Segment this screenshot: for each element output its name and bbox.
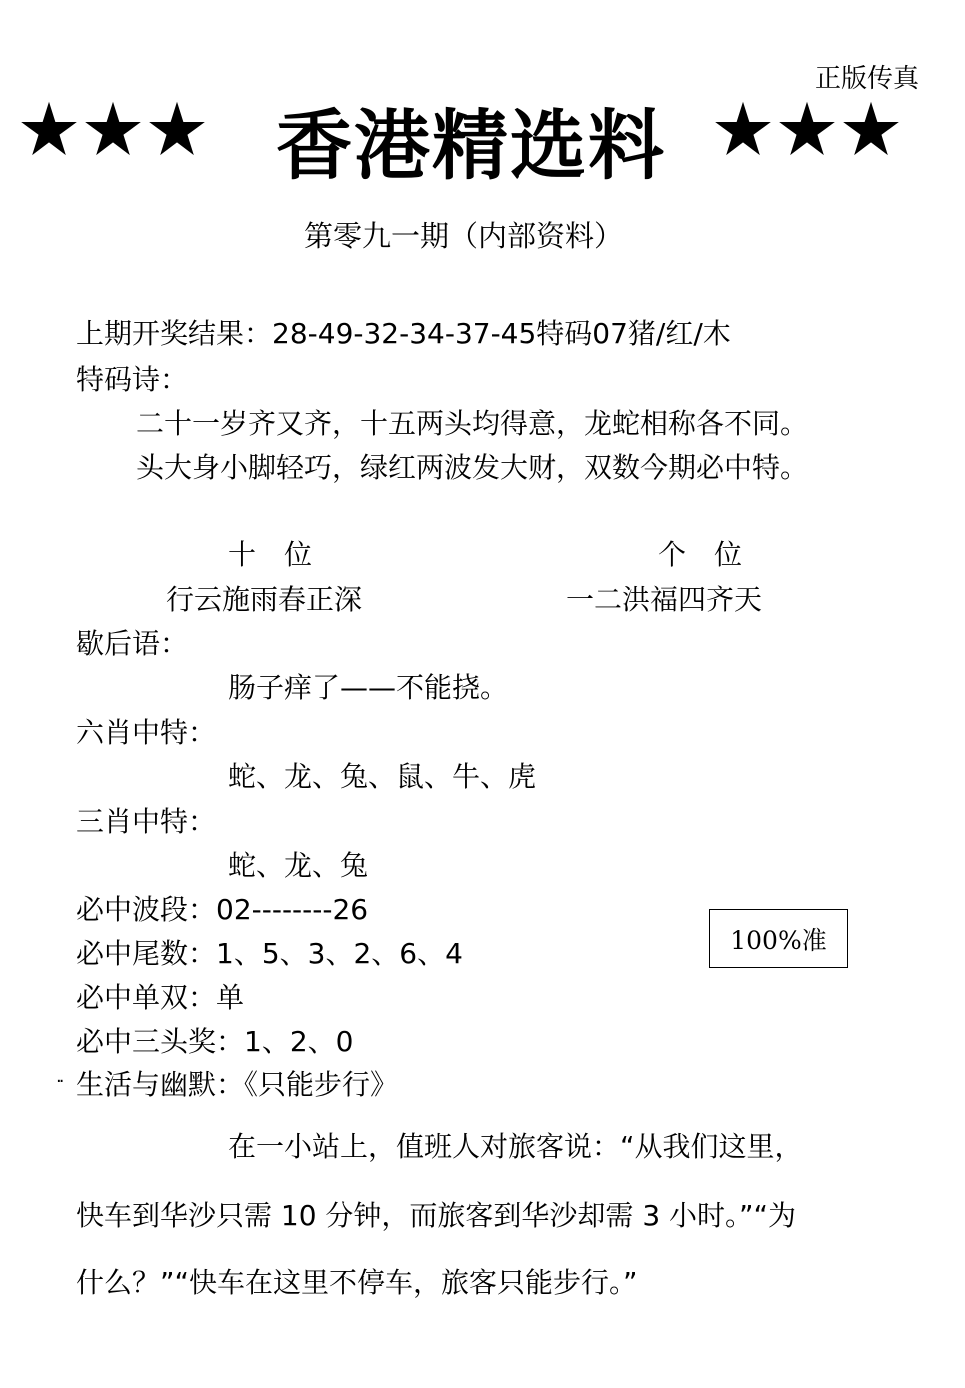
humor-line-2: 快车到华沙只需 10 分钟，而旅客到华沙却需 3 小时。”“为 (76, 1199, 797, 1232)
results-value: 28-49-32-34-37-45特码07猪/红/木 (272, 317, 731, 350)
three-zodiac-value: 蛇、龙、兔 (228, 849, 369, 882)
right-stars (714, 100, 900, 158)
humor-line-3: 什么？”“快车在这里不停车，旅客只能步行。” (76, 1266, 638, 1299)
humor-label: 生活与幽默：《只能步行》 (76, 1068, 399, 1101)
left-stars (20, 100, 206, 158)
poem-label: 特码诗： (76, 363, 189, 396)
three-zodiac-label: 三肖中特： (76, 805, 217, 838)
star-icon (714, 100, 772, 158)
odd-even-pick: 必中单双：单 (76, 981, 245, 1014)
tail-pick: 必中尾数：1、5、3、2、6、4 (76, 937, 463, 970)
tens-value: 行云施雨春正深 (166, 583, 363, 616)
star-icon (20, 100, 78, 158)
ones-value: 一二洪福四齐天 (566, 583, 763, 616)
results-line (76, 317, 731, 350)
poem-line-2: 头大身小脚轻巧，绿红两波发大财，双数今期必中特。 (136, 451, 809, 484)
bullet-dots: ·· (56, 1071, 62, 1092)
star-icon (148, 100, 206, 158)
star-icon (84, 100, 142, 158)
tens-label: 十 位 (228, 538, 313, 571)
wave-pick: 必中波段：02--------26 (76, 893, 369, 926)
page-title: 香港精选料 (276, 101, 666, 190)
poem-line-1: 二十一岁齐又齐，十五两头均得意，龙蛇相称各不同。 (136, 407, 809, 440)
results-label: 上期开奖结果： (76, 317, 273, 350)
three-head-pick: 必中三头奖：1、2、0 (76, 1025, 354, 1058)
star-icon (842, 100, 900, 158)
six-zodiac-value: 蛇、龙、兔、鼠、牛、虎 (228, 760, 537, 793)
xiehouyu-label: 歇后语： (76, 627, 189, 660)
issue-subtitle: 第零九一期（内部资料） (304, 219, 624, 253)
six-zodiac-label: 六肖中特： (76, 716, 217, 749)
star-icon (778, 100, 836, 158)
edition-tag: 正版传真 (815, 64, 920, 94)
xiehouyu-value: 肠子痒了——不能挠。 (228, 671, 509, 704)
humor-line-1: 在一小站上，值班人对旅客说：“从我们这里， (228, 1130, 803, 1163)
ones-label: 个 位 (658, 538, 743, 571)
accuracy-box: 100%准 (709, 909, 848, 968)
